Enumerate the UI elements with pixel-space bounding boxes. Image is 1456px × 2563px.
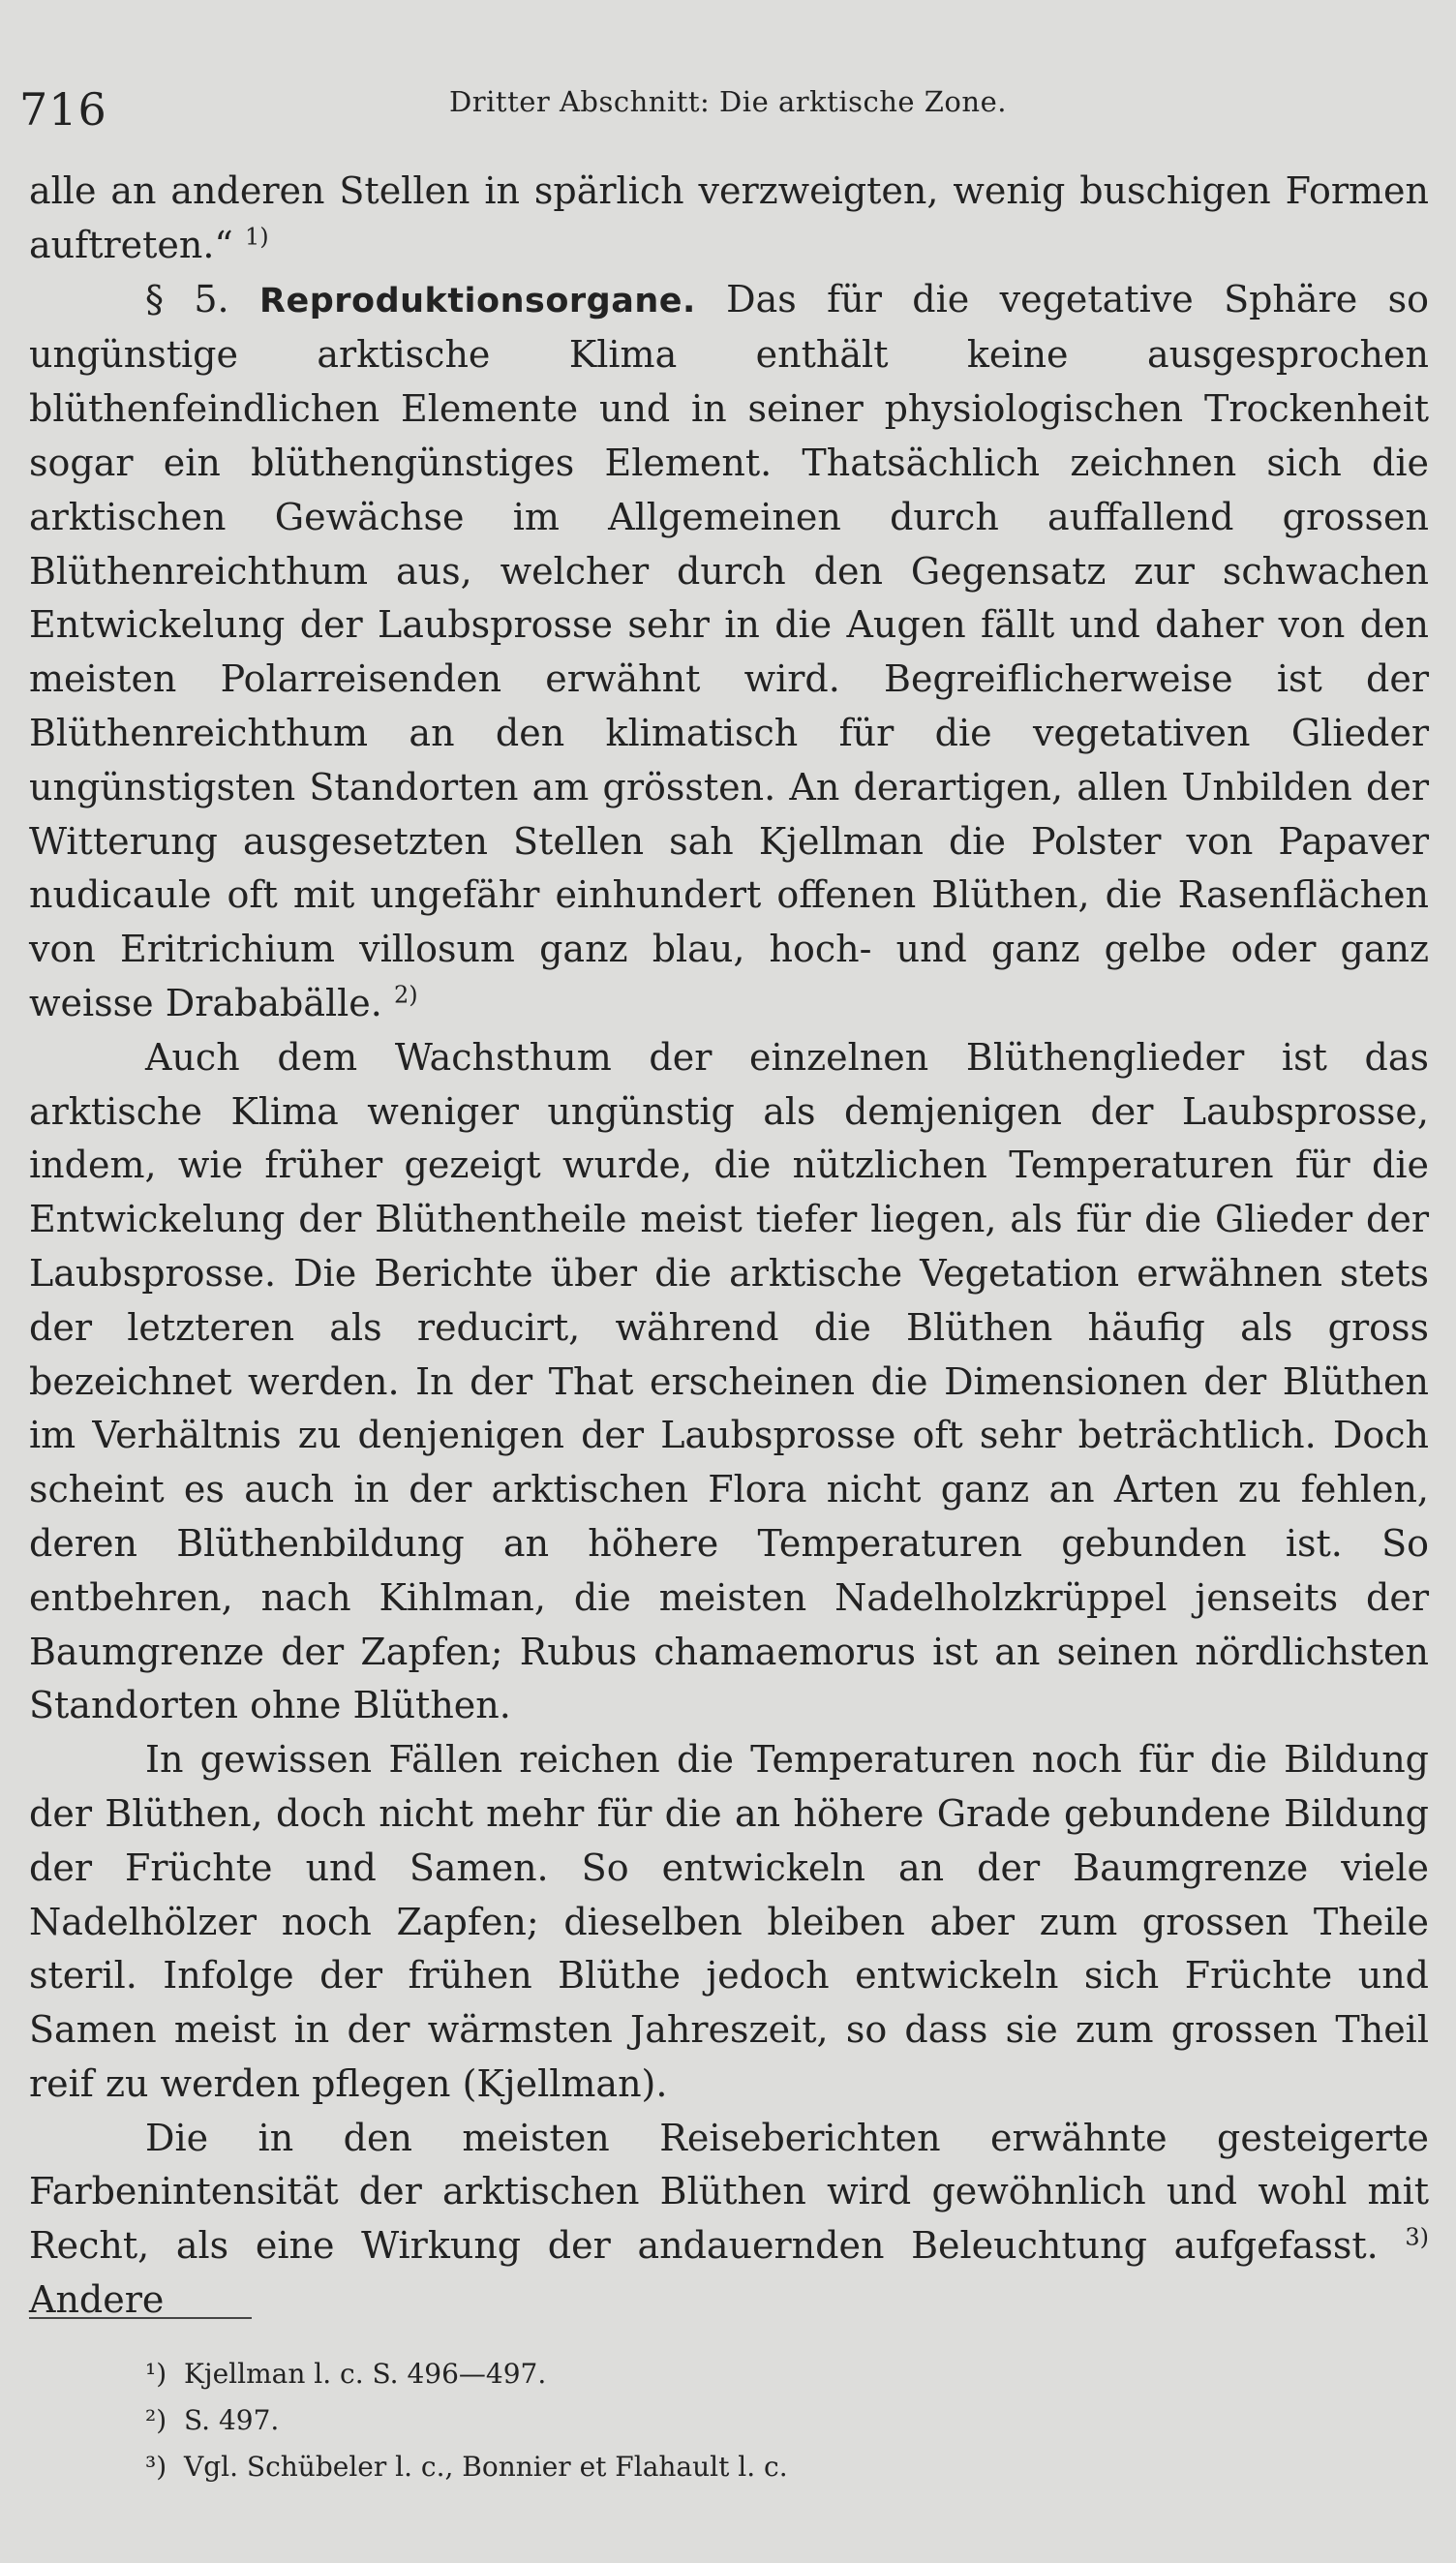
page-number: 716 (19, 83, 107, 136)
footnote-1 (145, 2351, 788, 2397)
footnote-text: S. 497. (184, 2404, 280, 2436)
paragraph-2 (29, 273, 1429, 1031)
paragraph-5 (29, 2112, 1429, 2328)
running-head: Dritter Abschnitt: Die arktische Zone. (449, 85, 1007, 118)
footnote-mark: ¹) (145, 2358, 167, 2390)
paragraph-text: Auch dem Wachsthum der einzelnen Blüthenglieder ist das arktische Klima weniger ungünstig als demjenigen der Laubsprosse, indem, wie früher gezeigt wurde, die nützlichen Temperaturen für die Entwickelung der Blüthentheile meist tiefer liegen, als für die Glieder der Laubsprosse. Die Berichte über die arktische Vegetation erwähnen stets der letzteren als reducirt, während die Blüthen häufig als gross bezeichnet werden. In der That erscheinen die Dimensionen der Blüthen im Verhältnis zu denjenigen der Laubsprosse oft sehr beträchtlich. Doch scheint es auch in der arktischen Flora nicht ganz an Arten zu fehlen, deren Blüthenbildung an höhere Temperaturen gebunden ist. So entbehren, nach Kihlman, die meisten Nadelholzkrüppel jenseits der Baumgrenze der Zapfen; Rubus chamaemorus ist an seinen nördlichsten Standorten ohne Blüthen. (29, 1035, 1429, 1727)
footnote-mark: ²) (145, 2404, 167, 2436)
section-heading: Reproduktionsorgane. (259, 281, 696, 320)
footnote-ref: 3) (1405, 2223, 1429, 2251)
paragraph-text: alle an anderen Stellen in spärlich verzweigten, wenig buschigen Formen auftreten.“ (29, 169, 1429, 266)
paragraph-text: Das für die vegetative Sphäre so ungünstige arktische Klima enthält keine ausgesprochen blüthenfeindlichen Elemente und in seiner physiologischen Trockenheit sogar ein blüthengünstiges Element. Thatsächlich zeichnen sich die arktischen Gewächse im Allgemeinen durch auffallend grossen Blüthenreichthum aus, welcher durch den Gegensatz zur schwachen Entwickelung der Laubsprosse sehr in die Augen fällt und daher von den meisten Polarreisenden erwähnt wird. Begreiflicherweise ist der Blüthenreichthum an den klimatisch für die vegetativen Glieder ungünstigsten Standorten am grössten. An derartigen, allen Unbilden der Witterung ausgesetzten Stellen sah Kjellman die Polster von Papaver nudicaule oft mit ungefähr einhundert offenen Blüthen, die Rasenflächen von Eritrichium villosum ganz blau, hoch- und ganz gelbe oder ganz weisse Drababälle. (29, 277, 1429, 1024)
footnote-2 (145, 2397, 788, 2444)
paragraph-3 (29, 1031, 1429, 1733)
body-text (29, 165, 1429, 2328)
section-number: § 5. (145, 277, 229, 320)
footnote-rule (29, 2317, 252, 2319)
footnote-text: Kjellman l. c. S. 496—497. (184, 2358, 547, 2390)
footnote-3 (145, 2444, 788, 2490)
paragraph-1 (29, 165, 1429, 273)
footnote-ref: 2) (393, 981, 418, 1009)
paragraph-text: Die in den meisten Reiseberichten erwähnte gesteigerte Farbenintensität der arktischen Blüthen wird gewöhnlich und wohl mit Recht, als eine Wirkung der andauernden Beleuchtung aufgefasst. (29, 2116, 1429, 2268)
footnote-mark: ³) (145, 2451, 167, 2483)
footnotes (145, 2351, 788, 2490)
paragraph-continuation: Andere (29, 2278, 165, 2322)
paragraph-4 (29, 1733, 1429, 2112)
paragraph-text: In gewissen Fällen reichen die Temperaturen noch für die Bildung der Blüthen, doch nicht mehr für die an höhere Grade gebundene Bildung der Früchte und Samen. So entwickeln an der Baumgrenze viele Nadelhölzer noch Zapfen; dieselben bleiben aber zum grossen Theile steril. Infolge der frühen Blüthe jedoch entwickeln sich Früchte und Samen meist in der wärmsten Jahreszeit, so dass sie zum grossen Theil reif zu werden pflegen (Kjellman). (29, 1738, 1429, 2105)
footnote-text: Vgl. Schübeler l. c., Bonnier et Flahault l. c. (184, 2451, 788, 2483)
footnote-ref: 1) (244, 223, 269, 251)
page-header (19, 76, 1437, 143)
